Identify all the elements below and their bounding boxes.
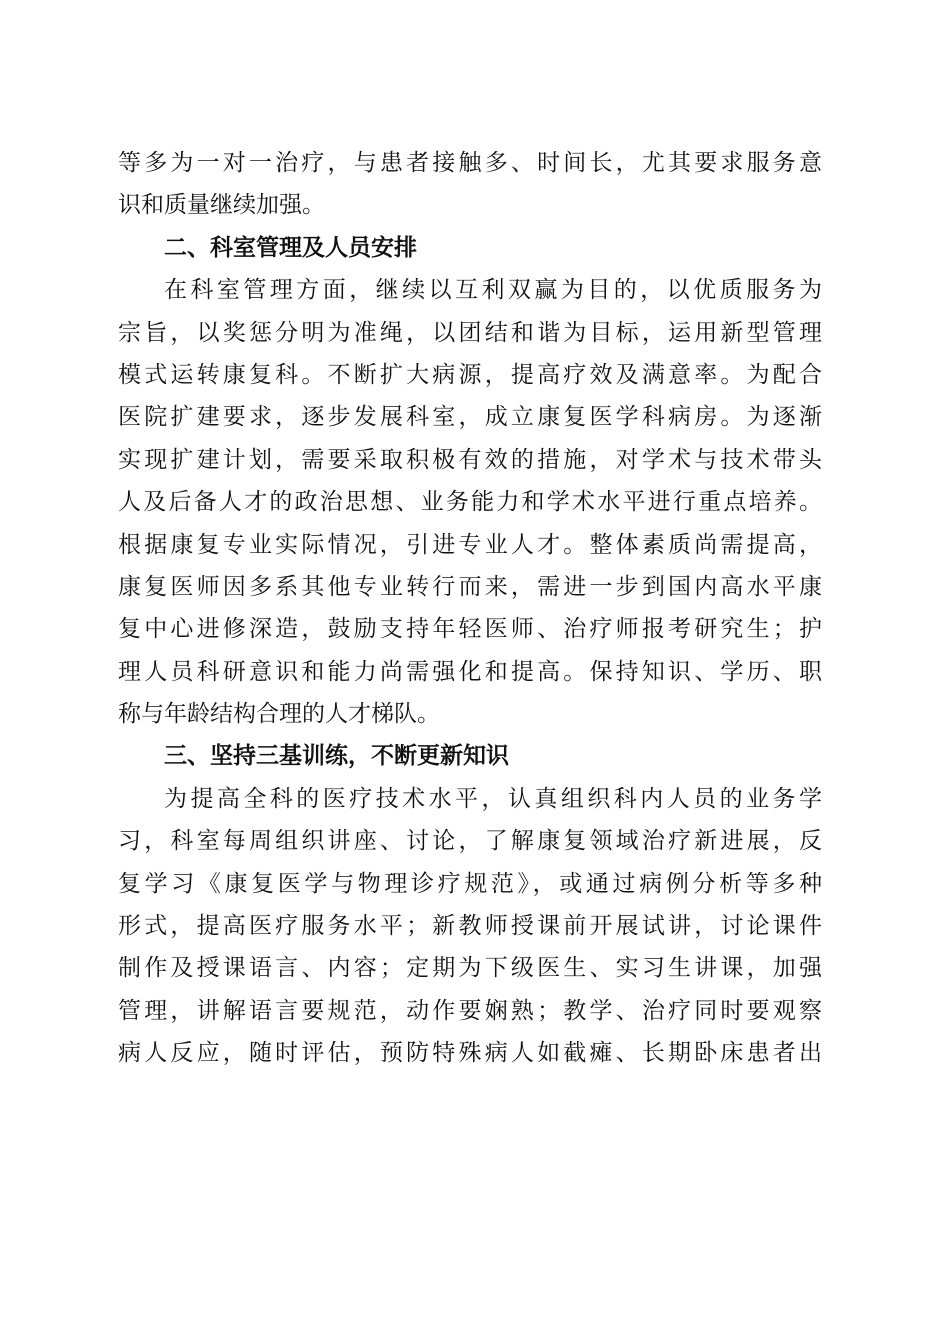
paragraph-line: 形式，提高医疗服务水平；新教师授课前开展试讲，讨论课件	[118, 913, 822, 940]
section-heading: 三、坚持三基训练，不断更新知识	[164, 743, 509, 770]
paragraph-line: 模式运转康复科。不断扩大病源，提高疗效及满意率。为配合	[118, 361, 822, 388]
paragraph-line: 人及后备人才的政治思想、业务能力和学术水平进行重点培养。	[118, 489, 822, 516]
paragraph-line: 称与年龄结构合理的人才梯队。	[118, 701, 440, 728]
paragraph-line: 理人员科研意识和能力尚需强化和提高。保持知识、学历、职	[118, 658, 822, 685]
paragraph-line: 管理，讲解语言要规范，动作要娴熟；教学、治疗同时要观察	[118, 997, 822, 1024]
paragraph-line: 制作及授课语言、内容；定期为下级医生、实习生讲课，加强	[118, 955, 822, 982]
paragraph-line: 康复医师因多系其他专业转行而来，需进一步到国内高水平康	[118, 573, 822, 600]
document-body	[118, 142, 822, 1075]
paragraph-line: 在科室管理方面，继续以互利双赢为目的，以优质服务为	[164, 277, 822, 304]
paragraph-line: 习，科室每周组织讲座、讨论，了解康复领域治疗新进展，反	[118, 828, 822, 855]
paragraph-line: 根据康复专业实际情况，引进专业人才。整体素质尚需提高，	[118, 531, 822, 558]
section-heading: 二、科室管理及人员安排	[164, 234, 417, 261]
paragraph-line: 等多为一对一治疗，与患者接触多、时间长，尤其要求服务意	[118, 150, 822, 176]
paragraph-line: 识和质量继续加强。	[118, 192, 325, 219]
paragraph-line: 实现扩建计划，需要采取积极有效的措施，对学术与技术带头	[118, 446, 822, 473]
paragraph-line: 医院扩建要求，逐步发展科室，成立康复医学科病房。为逐渐	[118, 404, 822, 431]
paragraph-line: 复学习《康复医学与物理诊疗规范》，或通过病例分析等多种	[118, 870, 822, 897]
paragraph-line: 复中心进修深造，鼓励支持年轻医师、治疗师报考研究生；护	[118, 616, 822, 643]
paragraph-line: 为提高全科的医疗技术水平，认真组织科内人员的业务学	[164, 785, 822, 812]
paragraph-line: 宗旨，以奖惩分明为准绳，以团结和谐为目标，运用新型管理	[118, 319, 822, 346]
paragraph-line: 病人反应，随时评估，预防特殊病人如截瘫、长期卧床患者出	[118, 1040, 822, 1067]
